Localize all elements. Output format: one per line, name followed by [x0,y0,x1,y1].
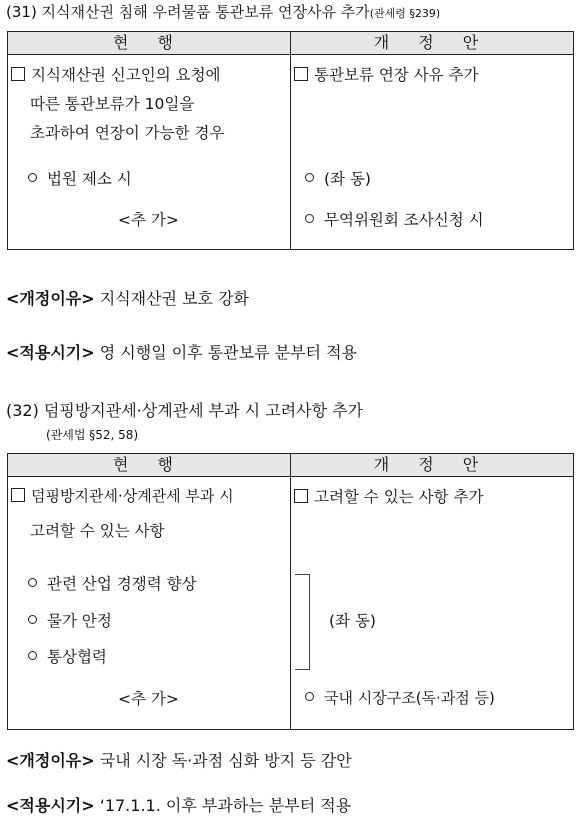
checkbox-square-icon [11,67,25,81]
bullet-circle-icon [28,173,37,182]
section-31-current-sub1-text: 법원 제소 시 [47,170,132,188]
section-32-current-item [11,485,234,506]
section-31-reason-text: 지식재산권 보호 강화 [99,289,250,308]
section-31-revised-sub2-text: 무역위원회 조사신청 시 [324,211,484,229]
section-31-head-current: 현 행 [8,32,291,55]
section-32-reason [6,748,352,771]
section-32-revised-same: (좌 동) [329,612,376,630]
bracket-divider [295,574,310,670]
section-32-current-sub3 [28,645,107,667]
bullet-circle-icon [305,692,314,701]
bullet-circle-icon [305,173,314,182]
section-32-current-item-line1: 덤핑방지관세·상계관세 부과 시 [31,487,234,505]
section-31-current-item-line1: 지식재산권 신고인의 요청에 [31,66,221,84]
section-31-revised-item [294,63,479,85]
section-31-ref: (관세령 §239) [369,7,441,20]
section-32-current-sub1 [28,572,197,594]
section-32-table [7,453,574,730]
section-32-revised-cell [291,477,573,729]
section-32-current-item-line2: 고려할 수 있는 사항 [30,522,165,540]
section-31-revised-item-text: 통관보류 연장 사유 추가 [314,66,479,84]
section-32-revised-sub-new-text: 국내 시장구조(독·과점 등) [324,689,495,707]
section-32-head-revised: 개 정 안 [291,454,574,477]
section-31-current-added: <추 가> [118,211,179,229]
section-32-current-added: <추 가> [118,690,179,708]
section-32-ref: (관세법 §52, 58) [46,428,139,442]
section-31-revised-sub1 [305,167,371,189]
section-31-current-cell [8,55,290,249]
section-31-apply-text: 영 시행일 이후 통관보류 분부터 적용 [99,343,358,362]
section-31-reason [6,286,249,309]
bullet-circle-icon [28,615,37,624]
section-31-current-item [11,63,221,85]
bullet-circle-icon [305,214,314,223]
section-32-current-sub1-text: 관련 산업 경쟁력 향상 [47,575,197,593]
section-31-table [7,31,574,250]
section-32-current-sub2 [28,609,112,631]
section-32-head-current: 현 행 [8,454,291,477]
section-32-reason-label: <개정이유> [6,751,95,770]
section-32-apply [6,793,351,816]
section-32-current-sub3-text: 통상협력 [47,648,107,666]
section-32-current-cell [8,477,290,729]
section-32-apply-text: ‘17.1.1. 이후 부과하는 분부터 적용 [99,796,352,815]
section-31-apply [6,340,357,363]
section-32-apply-label: <적용시기> [6,796,95,815]
section-31-title [6,1,440,22]
section-31-reason-label: <개정이유> [6,289,95,308]
section-31-revised-sub1-text: (좌 동) [324,170,371,188]
checkbox-square-icon [294,489,308,503]
section-32-revised-item-text: 고려할 수 있는 사항 추가 [314,488,484,506]
section-31-revised-cell [291,55,573,249]
checkbox-square-icon [294,67,308,81]
checkbox-square-icon [11,488,25,502]
section-31-current-item-line3: 초과하여 연장이 가능한 경우 [30,124,225,142]
bullet-circle-icon [28,651,37,660]
section-32-revised-sub-new [305,687,495,708]
bullet-circle-icon [28,578,37,587]
section-31-revised-sub2 [305,208,484,230]
section-32-current-sub2-text: 물가 안정 [47,612,112,630]
section-31-title-text: (31) 지식재산권 침해 우려물품 통관보류 연장사유 추가 [6,3,370,21]
section-32-revised-item [294,485,483,507]
section-31-current-item-line2: 따른 통관보류가 10일을 [30,95,195,113]
section-32-title: (32) 덤핑방지관세·상계관세 부과 시 고려사항 추가 [6,401,364,420]
section-32-reason-text: 국내 시장 독·과점 심화 방지 등 감안 [99,751,352,770]
section-31-apply-label: <적용시기> [6,343,95,362]
section-31-current-sub1 [28,167,132,189]
section-31-head-revised: 개 정 안 [291,32,574,55]
